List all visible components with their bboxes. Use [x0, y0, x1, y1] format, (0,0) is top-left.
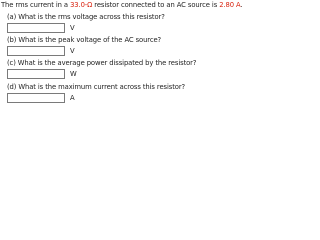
part-a	[7, 13, 197, 33]
part-b-question: (b) What is the peak voltage of the AC source?	[7, 36, 162, 44]
part-a-answer-input[interactable]	[7, 23, 65, 33]
part-d-answer-input[interactable]	[7, 93, 65, 103]
part-a-unit: V	[70, 24, 75, 32]
part-d-answer-row	[7, 93, 197, 103]
part-c-answer-row	[7, 69, 197, 79]
problem-statement	[1, 1, 243, 10]
intro-middle: resistor connected to an AC source is	[92, 1, 220, 9]
part-b-answer-row	[7, 46, 197, 56]
part-d-question: (d) What is the maximum current across this resistor?	[7, 83, 186, 91]
intro-suffix: .	[240, 1, 243, 9]
part-d	[7, 83, 197, 103]
part-c-answer-input[interactable]	[7, 69, 65, 79]
resistance-value: 33.0-Ω	[70, 1, 93, 9]
part-c-question: (c) What is the average power dissipated by the resistor?	[7, 59, 197, 67]
part-a-question: (a) What is the rms voltage across this resistor?	[7, 13, 165, 21]
part-c-unit: W	[70, 70, 77, 78]
part-a-answer-row	[7, 23, 197, 33]
current-value: 2.80 A	[219, 1, 241, 9]
part-d-unit: A	[70, 94, 75, 102]
part-b	[7, 36, 197, 56]
part-c	[7, 59, 197, 79]
part-b-answer-input[interactable]	[7, 46, 65, 56]
intro-prefix: The rms current in a	[1, 1, 71, 9]
part-b-unit: V	[70, 47, 75, 55]
